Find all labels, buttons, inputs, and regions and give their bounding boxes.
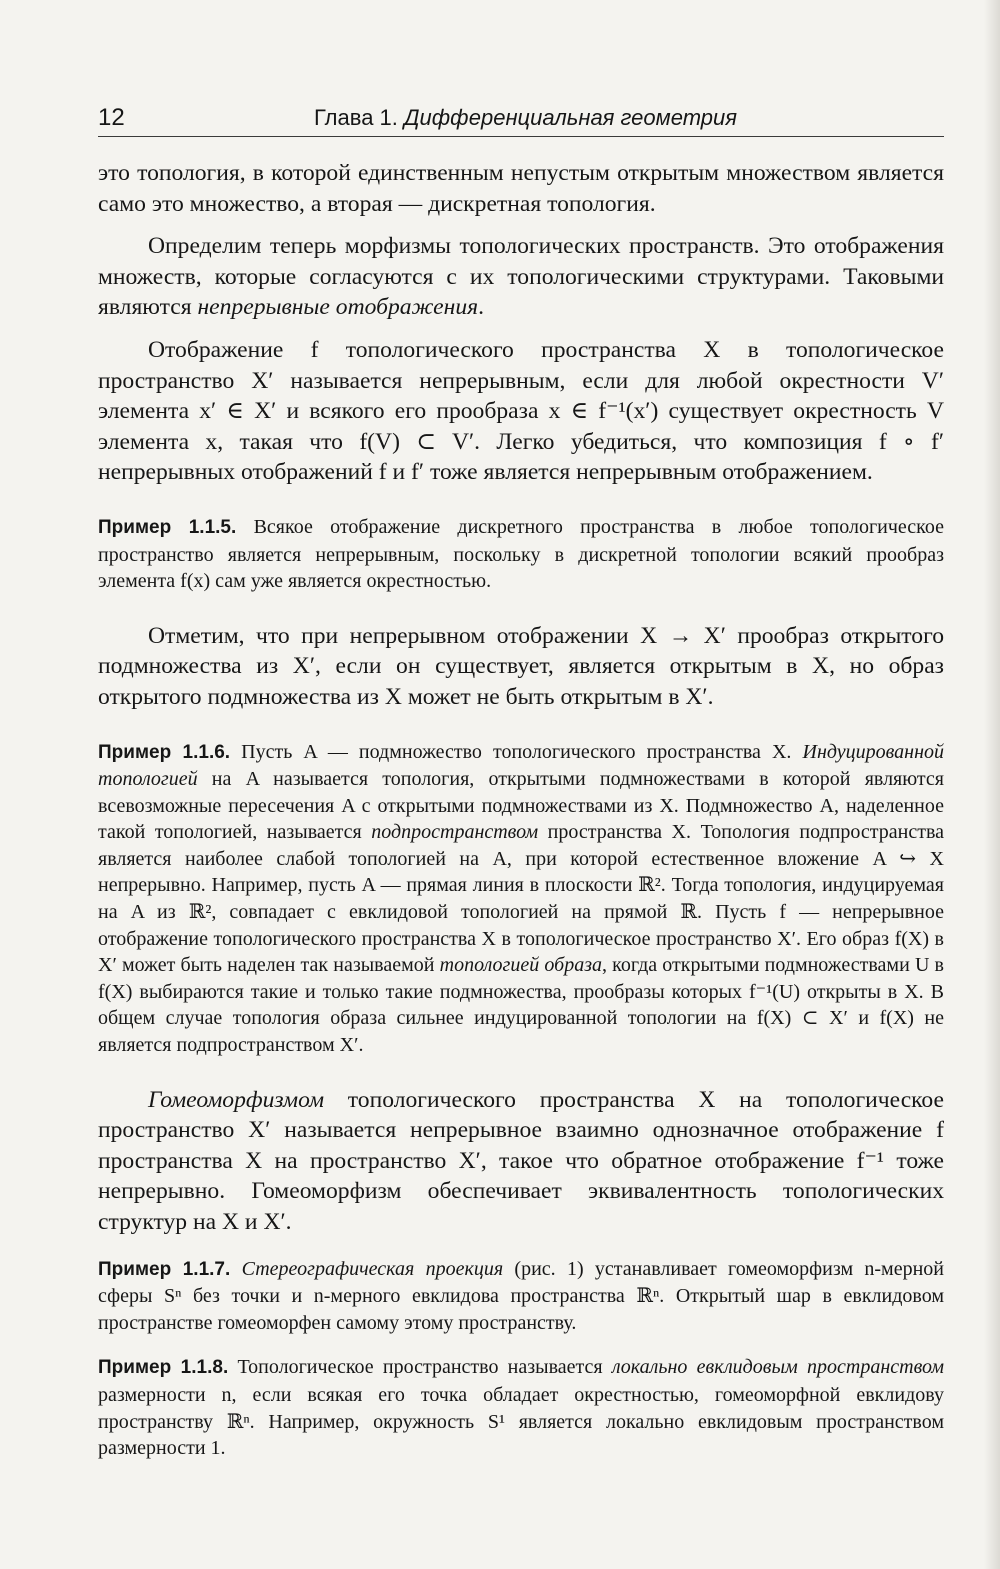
term-locally-euclidean-space: локально евклидовым пространством	[611, 1356, 944, 1379]
term-continuous-maps: непрерывные отображения	[197, 294, 479, 321]
page-body	[98, 158, 944, 1462]
chapter-title: Дифференциальная геометрия	[404, 105, 737, 130]
chapter-label: Глава 1.	[314, 105, 398, 130]
term-induced-topology: Индуцированной топологией	[98, 740, 944, 791]
example-text-a: Пусть A — подмножество топологического пространства X.	[241, 740, 803, 763]
paragraph-2-text: Определим теперь морфизмы топологических пространств. Это отображения множеств, которые согласуются с их топологическими структурами. Таковыми являются	[98, 233, 944, 321]
example-text-d: , когда открытыми подмножествами U в f(X) выбираются такие и только такие подмножества, прообразы которых f⁻¹(U) открыты в X. В общем случае топология образа сильнее индуцированной топологии на f(X) ⊂ X′ и f(X) не является подпространством X′.	[98, 954, 944, 1057]
running-title	[314, 105, 737, 131]
example-1-1-7	[98, 1256, 944, 1337]
term-homeomorphism: Гомеоморфизмом	[148, 1086, 325, 1113]
example-text: (рис. 1) устанавливает гомеоморфизм n-мерной сферы Sⁿ без точки и n-мерного евклидова пространства ℝⁿ. Открытый шар в евклидовом пространстве гомеоморфен самому этому пространству.	[98, 1257, 944, 1334]
example-text-b: на A называется топология, открытыми подмножествами в которой являются всевозможные пересечения A с открытыми подмножествами из X. Подмножество A, наделенное такой топологией, называется	[98, 768, 944, 844]
example-1-1-8	[98, 1354, 944, 1461]
paragraph-3: Отображение f топологического пространства X в топологическое пространство X′ называется непрерывным, если для любой окрестности V′ элемента x′ ∈ X′ и всякого его прообраза x ∈ f⁻¹(x′) существует окрестность V элемента x, такая что f(V) ⊂ V′. Легко убедиться, что композиция f ∘ f′ непрерывных отображений f и f′ тоже является непрерывным отображением.	[98, 336, 944, 486]
example-label: Пример 1.1.6.	[98, 741, 231, 763]
term-stereographic-projection: Стереографическая проекция	[241, 1257, 504, 1280]
term-subspace: подпространством	[371, 821, 539, 844]
example-1-1-6	[98, 739, 944, 1059]
example-text: Всякое отображение дискретного пространства в любое топологическое пространство является непрерывным, поскольку в дискретной топологии всякий прообраз элемента f(x) сам уже является окрестностью.	[98, 515, 944, 593]
example-label: Пример 1.1.7.	[98, 1258, 231, 1280]
example-text-c: пространства X. Топология подпространства является наиболее слабой топологией на A, при которой естественное вложение A ↪ X непрерывно. Например, пусть A — прямая линия в плоскости ℝ². Тогда топология, индуцируемая на A из ℝ², совпадает с евклидовой топологией на прямой ℝ. Пусть f — непрерывное отображение топологического пространства X в топологическое пространство X′. Его образ f(X) в X′ может быть наделен так называемой	[98, 821, 945, 977]
page-number: 12	[98, 104, 125, 131]
paragraph-2	[98, 231, 944, 323]
example-label: Пример 1.1.5.	[98, 516, 237, 538]
paragraph-5-text: топологического пространства X на топологическое пространство X′ называется непрерывное взаимно однозначное отображение f пространства X на пространство X′, такое что обратное отображение f⁻¹ тоже непрерывно. Гомеоморфизм обеспечивает эквивалентность топологических структур на X и X′.	[98, 1086, 944, 1235]
example-label: Пример 1.1.8.	[98, 1357, 229, 1379]
page-edge-shadow	[984, 0, 1000, 1569]
example-text-a: Топологическое пространство называется	[237, 1356, 612, 1379]
example-1-1-5	[98, 514, 944, 595]
running-header	[98, 102, 944, 137]
paragraph-5	[98, 1085, 944, 1238]
example-text-b: размерности n, если всякая его точка обладает окрестностью, гомеоморфной евклидову пространству ℝⁿ. Например, окружность S¹ является локально евклидовым пространством размерности 1.	[98, 1383, 944, 1460]
paragraph-2-end: .	[478, 294, 485, 321]
paragraph-1: это топология, в которой единственным непустым открытым множеством является само это множество, а вторая — дискретная топология.	[98, 160, 944, 217]
term-image-topology: топологией образа	[439, 954, 602, 977]
paragraph-4: Отметим, что при непрерывном отображении X → X′ прообраз открытого подмножества из X′, если он существует, является открытым в X, но образ открытого подмножества из X может не быть открытым в X′.	[98, 622, 944, 710]
